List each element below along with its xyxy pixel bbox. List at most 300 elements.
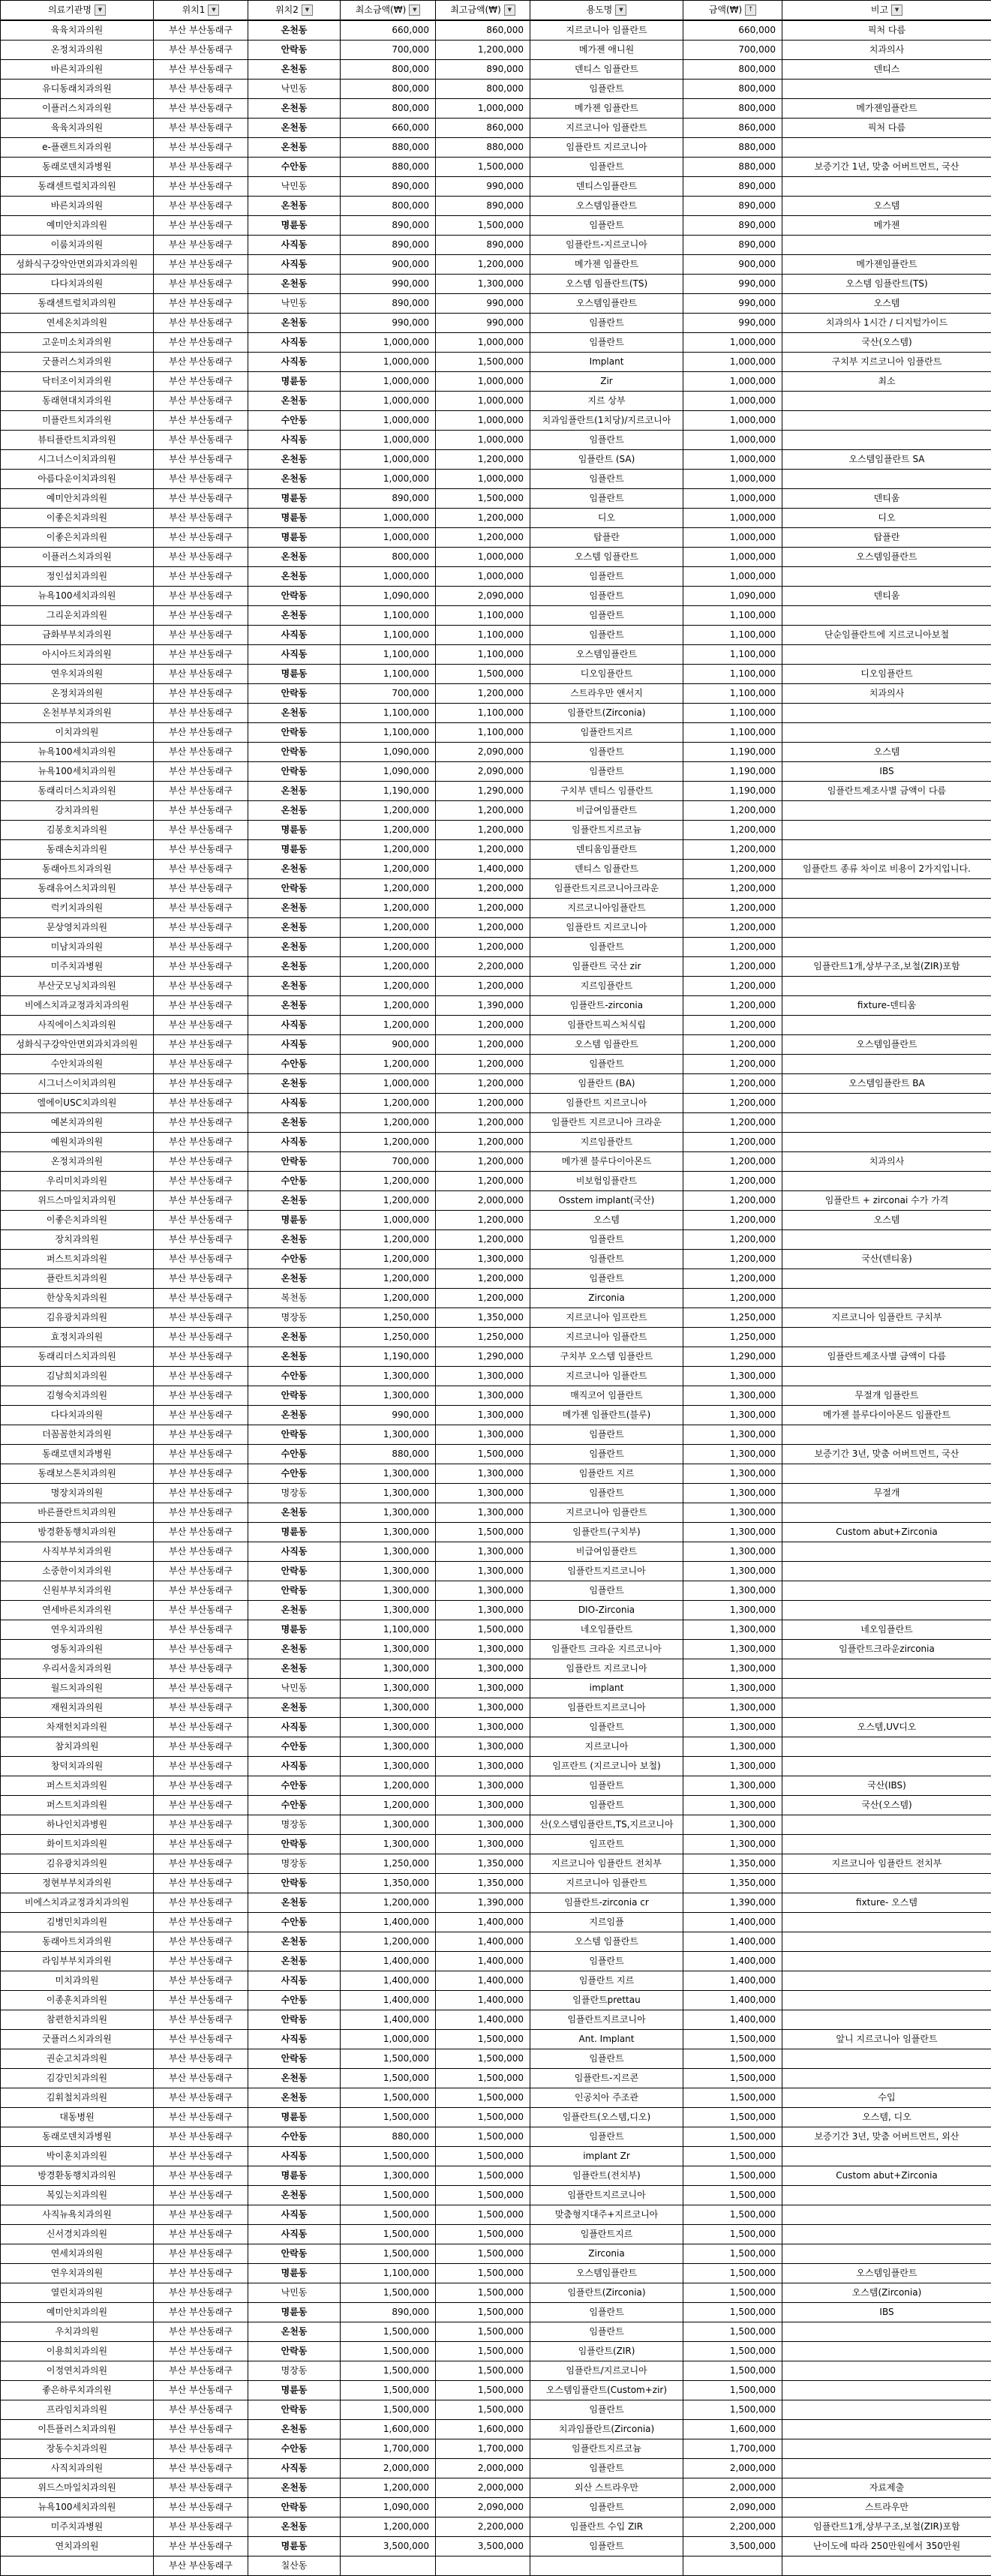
cell-location2[interactable]: 사직동 (248, 626, 341, 645)
cell-location2[interactable]: 낙민동 (248, 80, 341, 99)
cell-location2[interactable]: 온천동 (248, 2088, 341, 2108)
cell-max-price[interactable]: 1,100,000 (436, 704, 530, 723)
cell-price[interactable]: 990,000 (683, 314, 782, 333)
cell-price[interactable]: 1,200,000 (683, 801, 782, 821)
cell-note[interactable] (782, 411, 991, 431)
cell-max-price[interactable]: 1,000,000 (436, 392, 530, 411)
cell-location1[interactable]: 부산 부산동래구 (154, 1815, 248, 1835)
cell-location1[interactable]: 부산 부산동래구 (154, 1347, 248, 1367)
cell-clinic-name[interactable]: 이종훈치과의원 (1, 1991, 154, 2010)
cell-min-price[interactable]: 1,200,000 (341, 1191, 436, 1211)
cell-min-price[interactable]: 1,100,000 (341, 1620, 436, 1640)
cell-note[interactable] (782, 1269, 991, 1289)
cell-max-price[interactable]: 880,000 (436, 138, 530, 158)
cell-max-price[interactable]: 1,300,000 (436, 1250, 530, 1269)
cell-max-price[interactable]: 1,500,000 (436, 2264, 530, 2283)
cell-location1[interactable]: 부산 부산동래구 (154, 333, 248, 353)
cell-location2[interactable]: 칠산동 (248, 2556, 341, 2576)
cell-min-price[interactable]: 1,100,000 (341, 606, 436, 626)
cell-max-price[interactable]: 1,500,000 (436, 665, 530, 684)
cell-price[interactable]: 1,300,000 (683, 1679, 782, 1698)
cell-note[interactable] (782, 2381, 991, 2400)
cell-location1[interactable]: 부산 부산동래구 (154, 528, 248, 548)
cell-usage-name[interactable]: 임플란트 지르 (530, 1971, 683, 1991)
cell-location1[interactable]: 부산 부산동래구 (154, 957, 248, 977)
cell-location1[interactable]: 부산 부산동래구 (154, 2127, 248, 2147)
cell-price[interactable]: 1,500,000 (683, 2381, 782, 2400)
cell-price[interactable]: 1,000,000 (683, 431, 782, 450)
cell-clinic-name[interactable]: 신원부부치과의원 (1, 1581, 154, 1601)
cell-location1[interactable]: 부산 부산동래구 (154, 1016, 248, 1035)
cell-clinic-name[interactable]: 이용희치과의원 (1, 2342, 154, 2361)
cell-clinic-name[interactable]: 이플러스치과의원 (1, 99, 154, 119)
cell-min-price[interactable]: 880,000 (341, 138, 436, 158)
cell-min-price[interactable]: 1,000,000 (341, 509, 436, 528)
cell-price[interactable]: 1,000,000 (683, 353, 782, 372)
cell-price[interactable]: 1,100,000 (683, 723, 782, 743)
cell-location2[interactable]: 온천동 (248, 2186, 341, 2205)
cell-location2[interactable]: 수안동 (248, 1055, 341, 1074)
cell-location1[interactable]: 부산 부산동래구 (154, 879, 248, 899)
cell-max-price[interactable]: 1,500,000 (436, 2225, 530, 2244)
cell-clinic-name[interactable]: 성화식구강악안면외과치과의원 (1, 255, 154, 275)
cell-min-price[interactable]: 1,190,000 (341, 782, 436, 801)
cell-min-price[interactable]: 1,350,000 (341, 1874, 436, 1893)
cell-clinic-name[interactable]: 아름다운이치과의원 (1, 470, 154, 489)
cell-max-price[interactable]: 1,500,000 (436, 2166, 530, 2186)
cell-location2[interactable]: 안락동 (248, 2244, 341, 2264)
cell-max-price[interactable]: 1,500,000 (436, 2381, 530, 2400)
cell-min-price[interactable]: 800,000 (341, 197, 436, 216)
cell-max-price[interactable]: 1,500,000 (436, 489, 530, 509)
cell-price[interactable]: 1,200,000 (683, 1113, 782, 1133)
cell-note[interactable] (782, 2400, 991, 2420)
cell-usage-name[interactable]: 메가젠 임플란트 (530, 255, 683, 275)
cell-location1[interactable]: 부산 부산동래구 (154, 1308, 248, 1328)
cell-usage-name[interactable]: 임플란트 (530, 2459, 683, 2478)
cell-note[interactable]: 오스템임플란트 SA (782, 450, 991, 470)
cell-max-price[interactable]: 1,200,000 (436, 1055, 530, 1074)
cell-location1[interactable]: 부산 부산동래구 (154, 1445, 248, 1464)
cell-price[interactable]: 1,200,000 (683, 996, 782, 1016)
cell-location2[interactable]: 온천동 (248, 99, 341, 119)
cell-max-price[interactable]: 1,100,000 (436, 626, 530, 645)
cell-location1[interactable]: 부산 부산동래구 (154, 2147, 248, 2166)
cell-location2[interactable]: 안락동 (248, 684, 341, 704)
cell-max-price[interactable]: 1,000,000 (436, 567, 530, 587)
cell-location1[interactable]: 부산 부산동래구 (154, 353, 248, 372)
cell-price[interactable]: 890,000 (683, 177, 782, 197)
cell-clinic-name[interactable]: 플란트치과의원 (1, 1269, 154, 1289)
cell-location2[interactable]: 명륜동 (248, 821, 341, 840)
cell-max-price[interactable]: 1,500,000 (436, 2049, 530, 2069)
cell-usage-name[interactable]: 지르임플란트 (530, 1133, 683, 1152)
cell-location2[interactable]: 온천동 (248, 197, 341, 216)
cell-price[interactable]: 1,200,000 (683, 1250, 782, 1269)
cell-usage-name[interactable]: 임플란트 (530, 1269, 683, 1289)
cell-usage-name[interactable]: 메가젠 블루다이아몬드 (530, 1152, 683, 1172)
cell-max-price[interactable]: 1,400,000 (436, 1991, 530, 2010)
cell-min-price[interactable]: 1,250,000 (341, 1328, 436, 1347)
cell-min-price[interactable]: 1,000,000 (341, 1074, 436, 1094)
cell-location1[interactable]: 부산 부산동래구 (154, 2400, 248, 2420)
cell-note[interactable] (782, 2186, 991, 2205)
cell-note[interactable] (782, 1133, 991, 1152)
cell-location2[interactable]: 온천동 (248, 20, 341, 41)
cell-usage-name[interactable]: 임플란트(구치부) (530, 1523, 683, 1542)
cell-max-price[interactable]: 1,300,000 (436, 1698, 530, 1718)
cell-note[interactable]: 임플란트1개,상부구조,보철(ZIR)포함 (782, 957, 991, 977)
cell-max-price[interactable]: 1,200,000 (436, 255, 530, 275)
cell-location1[interactable]: 부산 부산동래구 (154, 2556, 248, 2576)
cell-note[interactable]: 오스템 (782, 294, 991, 314)
cell-price[interactable]: 1,100,000 (683, 626, 782, 645)
cell-location2[interactable]: 온천동 (248, 470, 341, 489)
cell-min-price[interactable]: 900,000 (341, 1035, 436, 1055)
cell-note[interactable] (782, 1464, 991, 1484)
cell-max-price[interactable]: 1,500,000 (436, 216, 530, 236)
filter-dropdown-icon[interactable]: ▼ (302, 5, 313, 16)
cell-price[interactable]: 1,500,000 (683, 2147, 782, 2166)
cell-location2[interactable]: 명륜동 (248, 2381, 341, 2400)
cell-note[interactable]: IBS (782, 2303, 991, 2322)
cell-location2[interactable]: 사직동 (248, 1542, 341, 1562)
cell-max-price[interactable]: 1,500,000 (436, 2088, 530, 2108)
cell-location2[interactable]: 온천동 (248, 918, 341, 938)
cell-location1[interactable]: 부산 부산동래구 (154, 626, 248, 645)
cell-min-price[interactable] (341, 2556, 436, 2576)
cell-location2[interactable]: 온천동 (248, 938, 341, 957)
cell-location2[interactable]: 온천동 (248, 1113, 341, 1133)
cell-location1[interactable]: 부산 부산동래구 (154, 2225, 248, 2244)
cell-clinic-name[interactable]: e-플랜트치과의원 (1, 138, 154, 158)
cell-min-price[interactable]: 1,300,000 (341, 1737, 436, 1757)
cell-note[interactable]: 오스템임플란트 BA (782, 1074, 991, 1094)
cell-note[interactable]: 수입 (782, 2088, 991, 2108)
cell-clinic-name[interactable]: 동래보스톤치과의원 (1, 1464, 154, 1484)
cell-clinic-name[interactable]: 김형숙치과의원 (1, 1386, 154, 1406)
cell-clinic-name[interactable]: 바른치과의원 (1, 60, 154, 80)
cell-location1[interactable]: 부산 부산동래구 (154, 548, 248, 567)
cell-clinic-name[interactable]: 엘에이USC치과의원 (1, 1094, 154, 1113)
cell-usage-name[interactable]: 지르코니아임플란트 (530, 899, 683, 918)
cell-max-price[interactable]: 1,500,000 (436, 2069, 530, 2088)
cell-max-price[interactable]: 1,200,000 (436, 1152, 530, 1172)
cell-location2[interactable]: 명륜동 (248, 2303, 341, 2322)
cell-price[interactable]: 1,390,000 (683, 1893, 782, 1913)
cell-note[interactable]: 네오임플란트 (782, 1620, 991, 1640)
cell-price[interactable]: 1,200,000 (683, 1035, 782, 1055)
cell-max-price[interactable]: 1,500,000 (436, 1523, 530, 1542)
cell-price[interactable]: 1,200,000 (683, 899, 782, 918)
cell-clinic-name[interactable]: 육육치과의원 (1, 20, 154, 41)
cell-location1[interactable]: 부산 부산동래구 (154, 1737, 248, 1757)
cell-location1[interactable]: 부산 부산동래구 (154, 1386, 248, 1406)
cell-location2[interactable]: 온천동 (248, 1698, 341, 1718)
cell-location1[interactable]: 부산 부산동래구 (154, 918, 248, 938)
cell-note[interactable]: 국산(IBS) (782, 1776, 991, 1796)
cell-location1[interactable]: 부산 부산동래구 (154, 723, 248, 743)
cell-usage-name[interactable]: 임플란트 (530, 1250, 683, 1269)
cell-usage-name[interactable]: 지르코니아 임플란트 (530, 1503, 683, 1523)
cell-clinic-name[interactable]: 동래현대치과의원 (1, 392, 154, 411)
cell-usage-name[interactable]: 임플란트 (BA) (530, 1074, 683, 1094)
cell-price[interactable]: 890,000 (683, 236, 782, 255)
cell-location1[interactable]: 부산 부산동래구 (154, 1035, 248, 1055)
cell-min-price[interactable]: 1,700,000 (341, 2439, 436, 2459)
cell-max-price[interactable]: 1,000,000 (436, 431, 530, 450)
cell-clinic-name[interactable]: 이좋은치과의원 (1, 528, 154, 548)
cell-clinic-name[interactable]: 한상욱치과의원 (1, 1289, 154, 1308)
cell-location1[interactable]: 부산 부산동래구 (154, 2459, 248, 2478)
cell-price[interactable]: 1,200,000 (683, 1055, 782, 1074)
cell-note[interactable] (782, 2010, 991, 2030)
cell-location2[interactable]: 사직동 (248, 236, 341, 255)
cell-clinic-name[interactable]: 온정치과의원 (1, 41, 154, 60)
cell-usage-name[interactable]: 오스템 임플란트 (530, 1035, 683, 1055)
cell-location2[interactable]: 온천동 (248, 1230, 341, 1250)
cell-clinic-name[interactable]: 예미안치과의원 (1, 2303, 154, 2322)
cell-location1[interactable]: 부산 부산동래구 (154, 1484, 248, 1503)
cell-clinic-name[interactable]: 금화부부치과의원 (1, 626, 154, 645)
cell-location1[interactable]: 부산 부산동래구 (154, 1523, 248, 1542)
cell-price[interactable]: 1,500,000 (683, 2205, 782, 2225)
cell-location1[interactable]: 부산 부산동래구 (154, 587, 248, 606)
cell-max-price[interactable]: 1,350,000 (436, 1854, 530, 1874)
cell-location1[interactable]: 부산 부산동래구 (154, 899, 248, 918)
cell-location1[interactable]: 부산 부산동래구 (154, 1757, 248, 1776)
cell-clinic-name[interactable]: 굿플러스치과의원 (1, 2030, 154, 2049)
cell-max-price[interactable]: 890,000 (436, 236, 530, 255)
cell-min-price[interactable]: 990,000 (341, 314, 436, 333)
cell-min-price[interactable]: 890,000 (341, 216, 436, 236)
cell-location1[interactable]: 부산 부산동래구 (154, 2088, 248, 2108)
cell-note[interactable] (782, 938, 991, 957)
cell-usage-name[interactable]: 비급여임플란트 (530, 801, 683, 821)
cell-note[interactable]: 국산(오스템) (782, 333, 991, 353)
cell-usage-name[interactable]: 스트라우만 앤서지 (530, 684, 683, 704)
cell-price[interactable]: 1,500,000 (683, 2244, 782, 2264)
cell-clinic-name[interactable]: 더꼼꼼한치과의원 (1, 1425, 154, 1445)
cell-price[interactable] (683, 2556, 782, 2576)
cell-note[interactable]: 메가젠임플란트 (782, 255, 991, 275)
filter-dropdown-icon[interactable]: ▼ (891, 5, 902, 16)
cell-clinic-name[interactable]: 영동치과의원 (1, 1640, 154, 1659)
cell-clinic-name[interactable]: 재원치과의원 (1, 1698, 154, 1718)
cell-usage-name[interactable]: 임플란트지르코니아크라운 (530, 879, 683, 899)
filter-dropdown-icon[interactable]: ▼ (95, 5, 106, 16)
cell-location2[interactable]: 온천동 (248, 2322, 341, 2342)
cell-location2[interactable]: 온천동 (248, 957, 341, 977)
cell-location2[interactable]: 안락동 (248, 1835, 341, 1854)
cell-max-price[interactable]: 1,200,000 (436, 1113, 530, 1133)
cell-location1[interactable]: 부산 부산동래구 (154, 411, 248, 431)
cell-clinic-name[interactable]: 뉴욕100세치과의원 (1, 762, 154, 782)
cell-location2[interactable]: 안락동 (248, 2400, 341, 2420)
cell-max-price[interactable]: 1,500,000 (436, 2030, 530, 2049)
cell-clinic-name[interactable]: 김유광치과의원 (1, 1854, 154, 1874)
cell-clinic-name[interactable]: 다다치과의원 (1, 275, 154, 294)
cell-location2[interactable]: 안락동 (248, 1562, 341, 1581)
cell-max-price[interactable]: 1,300,000 (436, 1406, 530, 1425)
cell-location2[interactable]: 낙민동 (248, 1679, 341, 1698)
cell-location2[interactable]: 낙민동 (248, 2283, 341, 2303)
cell-max-price[interactable]: 1,500,000 (436, 2108, 530, 2127)
cell-min-price[interactable]: 660,000 (341, 20, 436, 41)
cell-location1[interactable]: 부산 부산동래구 (154, 1952, 248, 1971)
cell-clinic-name[interactable]: 연우치과의원 (1, 2264, 154, 2283)
cell-max-price[interactable]: 990,000 (436, 294, 530, 314)
cell-location1[interactable]: 부산 부산동래구 (154, 2049, 248, 2069)
cell-note[interactable] (782, 1815, 991, 1835)
cell-usage-name[interactable]: 지르 상부 (530, 392, 683, 411)
cell-location1[interactable]: 부산 부산동래구 (154, 840, 248, 860)
cell-min-price[interactable]: 890,000 (341, 2303, 436, 2322)
cell-note[interactable] (782, 2225, 991, 2244)
cell-clinic-name[interactable]: 예본치과의원 (1, 1113, 154, 1133)
cell-location1[interactable]: 부산 부산동래구 (154, 2244, 248, 2264)
cell-location2[interactable]: 온천동 (248, 2069, 341, 2088)
cell-location2[interactable]: 수안동 (248, 1367, 341, 1386)
cell-usage-name[interactable]: 덴티스 임플란트 (530, 60, 683, 80)
cell-min-price[interactable]: 700,000 (341, 41, 436, 60)
cell-note[interactable] (782, 918, 991, 938)
cell-clinic-name[interactable]: 바른플란트치과의원 (1, 1503, 154, 1523)
cell-usage-name[interactable]: 임플란트(Zirconia) (530, 2283, 683, 2303)
cell-location2[interactable]: 온천동 (248, 1269, 341, 1289)
cell-price[interactable]: 1,200,000 (683, 1191, 782, 1211)
cell-location2[interactable]: 수안동 (248, 1776, 341, 1796)
cell-clinic-name[interactable]: 동래센트럴치과의원 (1, 294, 154, 314)
cell-location2[interactable]: 온천동 (248, 548, 341, 567)
cell-usage-name[interactable]: 임플란트 (530, 1230, 683, 1250)
cell-note[interactable] (782, 821, 991, 840)
cell-max-price[interactable]: 2,090,000 (436, 2498, 530, 2517)
cell-price[interactable]: 1,400,000 (683, 1971, 782, 1991)
cell-min-price[interactable]: 1,400,000 (341, 2010, 436, 2030)
cell-location2[interactable]: 수안동 (248, 2127, 341, 2147)
cell-min-price[interactable]: 1,200,000 (341, 1055, 436, 1074)
cell-note[interactable] (782, 1113, 991, 1133)
cell-note[interactable]: 자료제출 (782, 2478, 991, 2498)
cell-location1[interactable]: 부산 부산동래구 (154, 1113, 248, 1133)
cell-price[interactable]: 1,500,000 (683, 2108, 782, 2127)
cell-price[interactable]: 1,300,000 (683, 1659, 782, 1679)
cell-note[interactable]: 지르코니아 임플란트 전치부 (782, 1854, 991, 1874)
cell-usage-name[interactable]: 임플란트 (530, 1952, 683, 1971)
cell-note[interactable] (782, 2556, 991, 2576)
cell-note[interactable] (782, 1542, 991, 1562)
cell-clinic-name[interactable]: 이좋은치과의원 (1, 1211, 154, 1230)
cell-max-price[interactable]: 1,000,000 (436, 372, 530, 392)
cell-location2[interactable]: 사직동 (248, 1757, 341, 1776)
cell-location1[interactable]: 부산 부산동래구 (154, 1172, 248, 1191)
cell-min-price[interactable]: 1,500,000 (341, 2088, 436, 2108)
cell-usage-name[interactable]: 맞춤형지대주+지르코니아 (530, 2205, 683, 2225)
cell-usage-name[interactable]: 임플란트 (530, 333, 683, 353)
cell-clinic-name[interactable]: 이튼플러스치과의원 (1, 2420, 154, 2439)
cell-usage-name[interactable]: 오스템임플란트 (530, 645, 683, 665)
cell-usage-name[interactable]: 비급여임플란트 (530, 1542, 683, 1562)
cell-max-price[interactable]: 2,000,000 (436, 1191, 530, 1211)
filter-dropdown-icon[interactable]: ▼ (615, 5, 626, 16)
cell-clinic-name[interactable]: 뉴욕100세치과의원 (1, 587, 154, 606)
cell-price[interactable]: 1,300,000 (683, 1620, 782, 1640)
cell-price[interactable]: 1,300,000 (683, 1562, 782, 1581)
cell-min-price[interactable]: 1,000,000 (341, 2030, 436, 2049)
cell-max-price[interactable]: 1,500,000 (436, 1620, 530, 1640)
cell-location2[interactable]: 사직동 (248, 333, 341, 353)
cell-location1[interactable]: 부산 부산동래구 (154, 294, 248, 314)
cell-location2[interactable]: 수안동 (248, 1913, 341, 1932)
cell-price[interactable]: 1,250,000 (683, 1308, 782, 1328)
cell-location2[interactable]: 온천동 (248, 2478, 341, 2498)
cell-price[interactable]: 1,100,000 (683, 645, 782, 665)
cell-min-price[interactable]: 1,200,000 (341, 1016, 436, 1035)
cell-location1[interactable]: 부산 부산동래구 (154, 782, 248, 801)
cell-location1[interactable]: 부산 부산동래구 (154, 1503, 248, 1523)
cell-location2[interactable]: 명륜동 (248, 1523, 341, 1542)
cell-note[interactable] (782, 1991, 991, 2010)
cell-min-price[interactable]: 1,090,000 (341, 2498, 436, 2517)
cell-usage-name[interactable]: 임플란트 (530, 489, 683, 509)
cell-min-price[interactable]: 1,300,000 (341, 1523, 436, 1542)
cell-price[interactable]: 1,000,000 (683, 333, 782, 353)
cell-note[interactable]: 구치부 지르코니아 임플란트 (782, 353, 991, 372)
cell-min-price[interactable]: 1,100,000 (341, 2264, 436, 2283)
cell-min-price[interactable]: 1,000,000 (341, 450, 436, 470)
cell-location1[interactable]: 부산 부산동래구 (154, 743, 248, 762)
cell-usage-name[interactable]: 지르임플란트 (530, 977, 683, 996)
cell-max-price[interactable]: 1,500,000 (436, 1445, 530, 1464)
cell-min-price[interactable]: 1,200,000 (341, 821, 436, 840)
cell-clinic-name[interactable]: 이치과의원 (1, 723, 154, 743)
cell-note[interactable]: 임플란트 + zirconai 수가 가격 (782, 1191, 991, 1211)
cell-location2[interactable]: 명륜동 (248, 1620, 341, 1640)
cell-min-price[interactable]: 890,000 (341, 489, 436, 509)
cell-clinic-name[interactable]: 강치과의원 (1, 801, 154, 821)
cell-max-price[interactable]: 1,300,000 (436, 1386, 530, 1406)
cell-note[interactable] (782, 1328, 991, 1347)
cell-location2[interactable]: 온천동 (248, 1074, 341, 1094)
cell-price[interactable]: 1,300,000 (683, 1484, 782, 1503)
cell-location1[interactable]: 부산 부산동래구 (154, 197, 248, 216)
cell-note[interactable] (782, 1932, 991, 1952)
cell-max-price[interactable]: 1,500,000 (436, 2322, 530, 2342)
cell-price[interactable]: 880,000 (683, 138, 782, 158)
cell-price[interactable]: 1,500,000 (683, 2264, 782, 2283)
cell-location1[interactable]: 부산 부산동래구 (154, 1601, 248, 1620)
cell-price[interactable]: 2,200,000 (683, 2517, 782, 2537)
cell-max-price[interactable]: 1,500,000 (436, 2147, 530, 2166)
cell-note[interactable] (782, 840, 991, 860)
cell-max-price[interactable]: 1,400,000 (436, 1971, 530, 1991)
cell-note[interactable] (782, 1562, 991, 1581)
cell-note[interactable]: 치과의사 1시간 / 디지털가이드 (782, 314, 991, 333)
cell-max-price[interactable]: 1,400,000 (436, 1952, 530, 1971)
cell-location1[interactable]: 부산 부산동래구 (154, 1835, 248, 1854)
cell-max-price[interactable]: 1,300,000 (436, 1757, 530, 1776)
cell-min-price[interactable]: 1,000,000 (341, 411, 436, 431)
cell-note[interactable] (782, 1679, 991, 1698)
cell-note[interactable]: 국산(오스템) (782, 1796, 991, 1815)
cell-min-price[interactable]: 1,000,000 (341, 392, 436, 411)
cell-clinic-name[interactable]: 김강민치과의원 (1, 2069, 154, 2088)
cell-usage-name[interactable]: 오스템임플란트 (530, 294, 683, 314)
cell-usage-name[interactable]: 지르코니아 (530, 1737, 683, 1757)
cell-min-price[interactable]: 3,500,000 (341, 2537, 436, 2556)
cell-note[interactable]: 오스템 임플란트(TS) (782, 275, 991, 294)
